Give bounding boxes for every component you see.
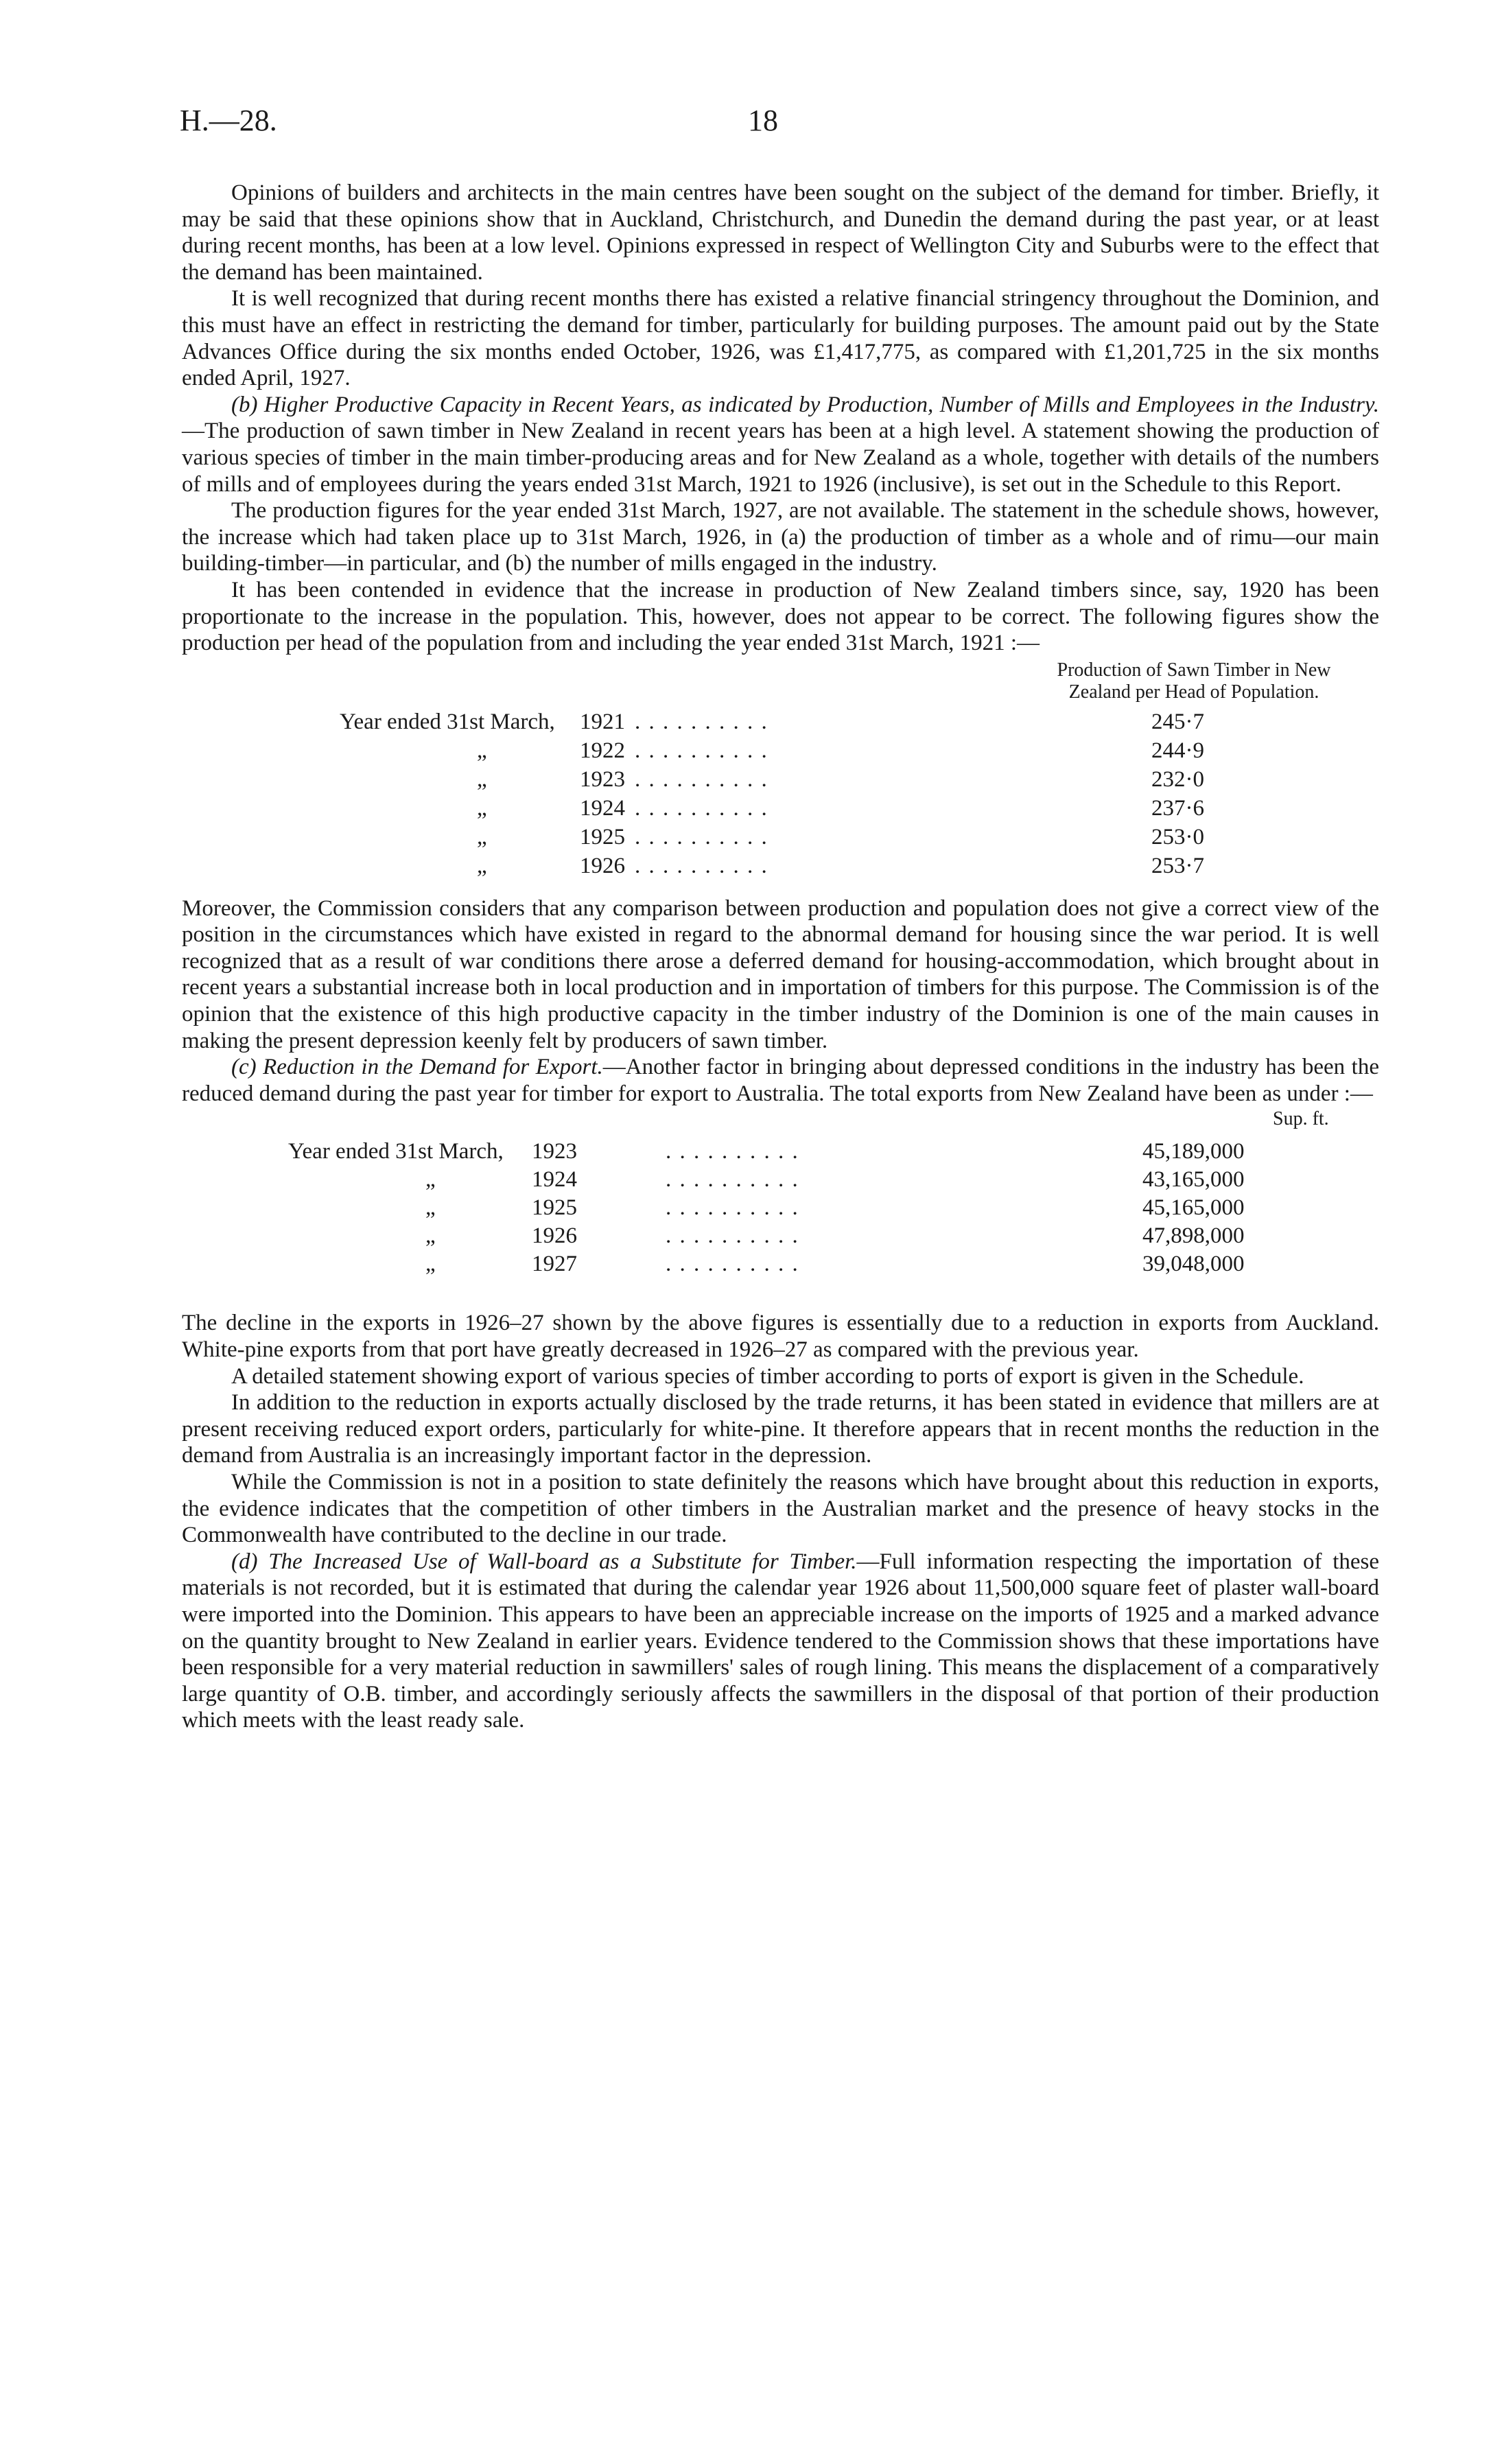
paragraph-financial-stringency: It is well recognized that during recent months there has existed a relative financial stringency throughout the Dominion, and this must have an effect in restricting the demand for timber, particularly for building purposes. The amount paid out by the State Advances Office during the six months ended October, 1926, was £1,417,775, as compared with £1,201,725 in the six months ended April, 1927. — [182, 286, 1379, 391]
leader-dots: . . . . . . . . . . — [635, 853, 768, 878]
leader-dots: . . . . . . . . . . — [635, 709, 768, 734]
paragraph-reduced-orders: In addition to the reduction in exports actually disclosed by the trade returns, it has been stated in evidence that millers are at present receiving reduced export orders, particularly for white-pine. It therefore appears that in recent months the reduction in the demand from Australia is an increasingly important factor in the depression. — [182, 1390, 1379, 1468]
table-row — [182, 824, 1379, 852]
ditto-mark: „ — [425, 1252, 436, 1277]
production-table-header: Production of Sawn Timber in New Zealand per Head of Population. — [1057, 659, 1331, 703]
table-row — [182, 1166, 1379, 1194]
leader-dots: . . . . . . . . . . — [666, 1139, 799, 1164]
row-value: 253·0 — [1151, 824, 1204, 849]
ditto-mark: „ — [477, 766, 487, 792]
row-value: 47,898,000 — [1142, 1223, 1245, 1249]
row-year: 1923 — [580, 766, 625, 792]
production-per-head-table — [182, 657, 1379, 895]
paragraph-productive-capacity: (b) Higher Productive Capacity in Recent Years, as indicated by Production, Number of Mills and Employees in the Industry.—The production of sawn timber in New Zealand in recent years has been at a high level. A statement showing the production of various species of timber in the main timber-producing areas and for New Zealand as a whole, together with details of the numbers of mills and of employees during the years ended 31st March, 1921 to 1926 (inclusive), is set out in the Schedule to this Report. — [182, 392, 1379, 497]
leader-dots: . . . . . . . . . . — [666, 1223, 799, 1249]
row-year: 1921 — [580, 709, 625, 734]
section-heading-d: (d) The Increased Use of Wall-board as a Substitute for Timber. — [231, 1549, 857, 1574]
paragraph-builders-opinions: Opinions of builders and architects in the main centres have been sought on the subject of the demand for timber. Briefly, it may be said that these opinions show that in Auckland, Christchurch, and Dunedin the demand during the past year, or at least during recent months, has been at a low level. Opinions expressed in respect of Wellington City and Suburbs were to the effect that the demand has been maintained. — [182, 180, 1379, 285]
row-value: 232·0 — [1151, 766, 1204, 792]
document-body — [182, 180, 1379, 1734]
page-number: 18 — [748, 104, 778, 137]
row-year: 1925 — [580, 824, 625, 849]
table-row — [182, 853, 1379, 880]
table-row — [182, 1138, 1379, 1166]
exports-table — [182, 1107, 1379, 1310]
leader-dots: . . . . . . . . . . — [666, 1195, 799, 1221]
table-row — [182, 795, 1379, 823]
row-value: 244·9 — [1151, 738, 1204, 763]
paragraph-wall-board: (d) The Increased Use of Wall-board as a Substitute for Timber.—Full information respecting the importation of these materials is not recorded, but it is estimated that during the calendar year 1926 about 11,500,000 square feet of plaster wall-board were imported into the Dominion. This appears to have been an appreciable increase on the imports of 1925 and a marked advance on the quantity brought to New Zealand in earlier years. Evidence tendered to the Commission shows that these importations have been responsible for a very material reduction in sawmillers' sales of rough lining. This means the displacement of a comparatively large quantity of O.B. timber, and accordingly seriously affects the sawmillers in the disposal of that portion of their production which meets with the least ready sale. — [182, 1549, 1379, 1733]
paragraph-comparison: Moreover, the Commission considers that any comparison between production and population does not give a correct view of the position in the circumstances which have existed in regard to the abnormal demand for housing since the war period. It is well recognized that as a result of war conditions there arose a deferred demand for housing-accommodation, which brought about in recent years a substantial increase both in local production and in importation of timbers for this purpose. The Commission is of the opinion that the existence of this high productive capacity in the timber industry of the Dominion is one of the main causes in making the present depression keenly felt by producers of sawn timber. — [182, 895, 1379, 1053]
row-label: Year ended 31st March, — [288, 1139, 504, 1164]
table-row — [182, 1223, 1379, 1250]
document-id: H.—28. — [180, 104, 277, 137]
row-year: 1923 — [532, 1139, 577, 1164]
section-heading-c: (c) Reduction in the Demand for Export. — [231, 1055, 603, 1080]
ditto-mark: „ — [477, 853, 487, 878]
table-row — [182, 1195, 1379, 1222]
row-value: 43,165,000 — [1142, 1167, 1245, 1193]
table-row — [182, 709, 1379, 736]
paragraph-production-figures: The production figures for the year ended 31st March, 1927, are not available. The statement in the schedule shows, however, the increase which had taken place up to 31st March, 1926, in (a) the production of timber as a whole and of rimu—our main building-timber—in particular, and (b) the number of mills engaged in the industry. — [182, 498, 1379, 576]
exports-unit-header: Sup. ft. — [1273, 1108, 1329, 1130]
row-year: 1924 — [532, 1167, 577, 1193]
row-value: 253·7 — [1151, 853, 1204, 878]
row-value: 45,165,000 — [1142, 1195, 1245, 1221]
paragraph-competition: While the Commission is not in a position to state definitely the reasons which have brought about this reduction in exports, the evidence indicates that the competition of other timbers in the Australian market and the presence of heavy stocks in the Commonwealth have contributed to the decline in our trade. — [182, 1470, 1379, 1548]
row-label: Year ended 31st March, — [340, 709, 555, 734]
paragraph-export-decline: The decline in the exports in 1926–27 shown by the above figures is essentially due to a reduction in exports from Auckland. White-pine exports from that port have greatly decreased in 1926–27 as compared with the previous year. — [182, 1311, 1379, 1363]
leader-dots: . . . . . . . . . . — [635, 766, 768, 792]
table-row — [182, 766, 1379, 794]
row-year: 1926 — [532, 1223, 577, 1249]
leader-dots: . . . . . . . . . . — [635, 795, 768, 821]
row-year: 1926 — [580, 853, 625, 878]
row-year: 1924 — [580, 795, 625, 821]
leader-dots: . . . . . . . . . . — [635, 738, 768, 763]
paragraph-population-contention: It has been contended in evidence that the increase in production of New Zealand timbers since, say, 1920 has been proportionate to the increase in the population. This, however, does not appear to be correct. The following figures show the production per head of the population from and including the year ended 31st March, 1921 :— — [182, 577, 1379, 656]
paragraph-detailed-statement: A detailed statement showing export of various species of timber according to ports of export is given in the Schedule. — [231, 1363, 1304, 1389]
ditto-mark: „ — [425, 1167, 436, 1193]
row-value: 45,189,000 — [1142, 1139, 1245, 1164]
table-row — [182, 1251, 1379, 1278]
table-row — [182, 738, 1379, 765]
ditto-mark: „ — [425, 1195, 436, 1221]
row-year: 1927 — [532, 1252, 577, 1277]
leader-dots: . . . . . . . . . . — [666, 1252, 799, 1277]
row-value: 237·6 — [1151, 795, 1204, 821]
leader-dots: . . . . . . . . . . — [666, 1167, 799, 1193]
ditto-mark: „ — [477, 738, 487, 763]
ditto-mark: „ — [477, 824, 487, 849]
row-year: 1922 — [580, 738, 625, 763]
ditto-mark: „ — [477, 795, 487, 821]
row-value: 39,048,000 — [1142, 1252, 1245, 1277]
ditto-mark: „ — [425, 1223, 436, 1249]
paragraph-export-reduction: (c) Reduction in the Demand for Export.—Another factor in bringing about depressed conditions in the industry has been the reduced demand during the past year for timber for export to Australia. The total exports from New Zealand have been as under :— — [182, 1055, 1379, 1106]
row-year: 1925 — [532, 1195, 577, 1221]
leader-dots: . . . . . . . . . . — [635, 824, 768, 849]
row-value: 245·7 — [1151, 709, 1204, 734]
section-heading-b: (b) Higher Productive Capacity in Recent Years, as indicated by Production, Number of Mills and Employees in the Industry. — [231, 392, 1379, 417]
